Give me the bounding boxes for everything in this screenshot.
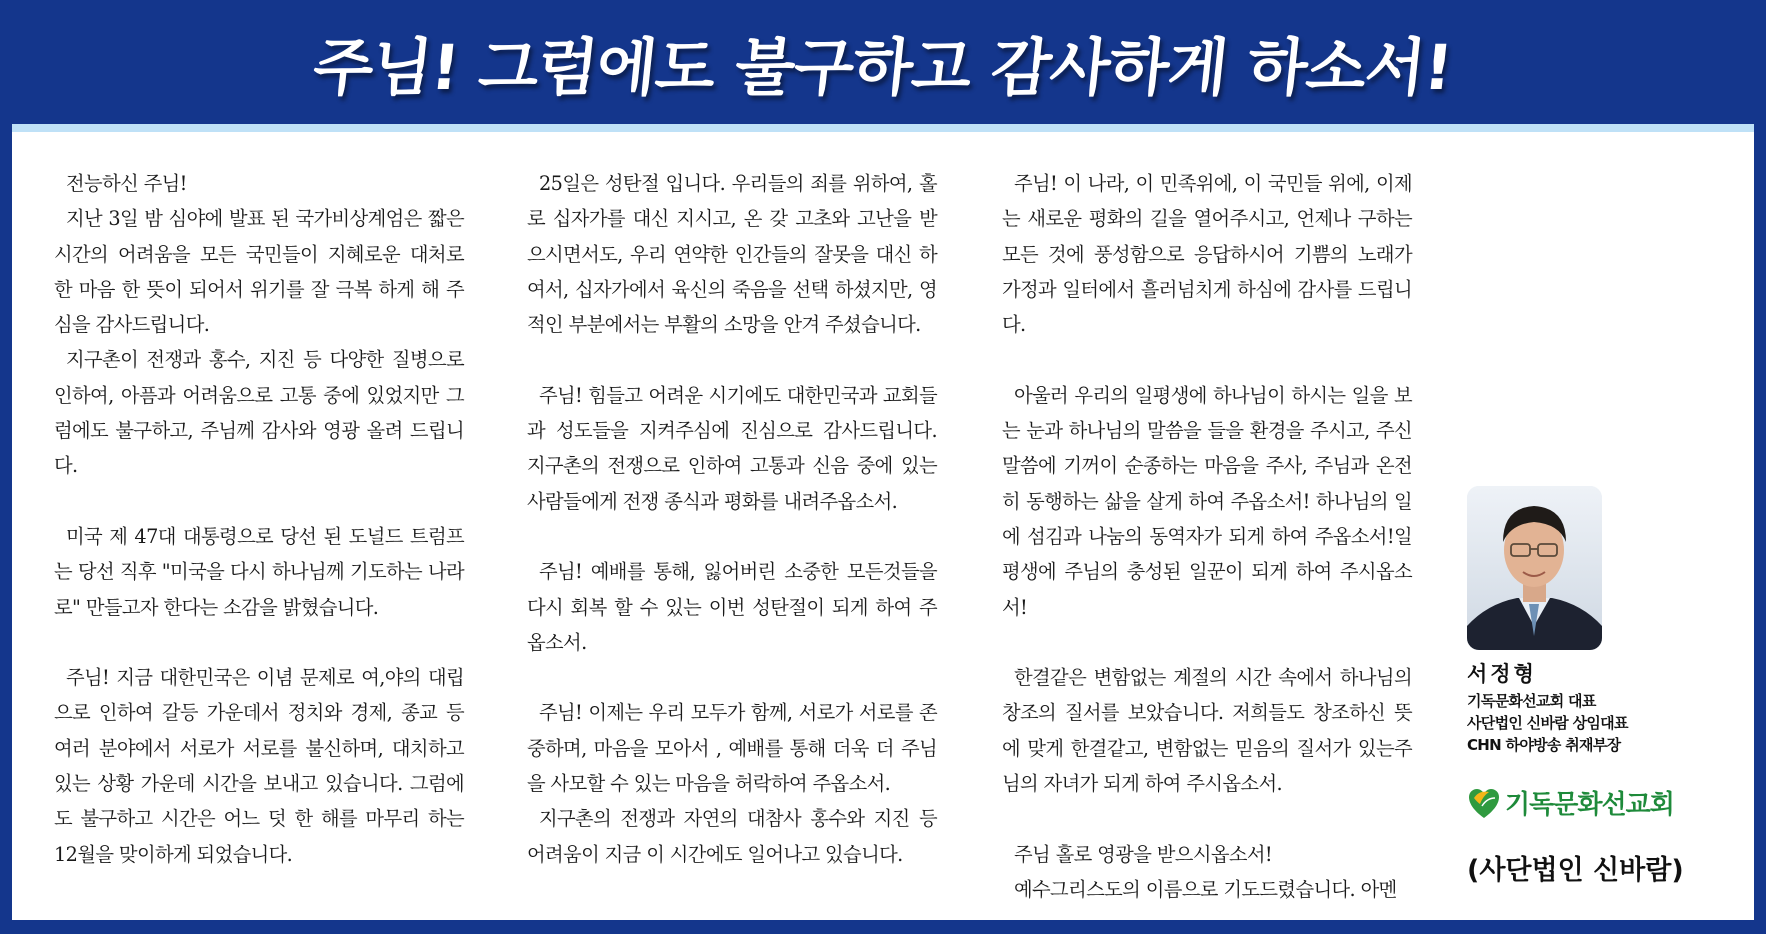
author-role-3: CHN 하야방송 취재부장 [1467,736,1621,754]
organization-name: 기독문화선교회 [1505,790,1674,820]
content-panel [12,132,1754,920]
text-column-3 [1002,166,1412,907]
author-role-1: 기독문화선교회 대표 [1467,692,1596,710]
paragraph: 지구촌이 전쟁과 홍수, 지진 등 다양한 질병으로 인하여, 아픔과 어려움으로 고통 중에 있었지만 그럼에도 불구하고, 주님께 감사와 영광 올려 드립니다. [54,348,464,478]
paragraph: 예수그리스도의 이름으로 기도드렸습니다. 아멘 [1014,877,1397,901]
organization-subtitle: (사단법인 신바람) [1467,855,1684,886]
paragraph: 미국 제 47대 대통령으로 당선 된 도널드 트럼프는 당선 직후 "미국을 다시 하나님께 기도하는 나라로" 만들고자 한다는 소감을 밝혔습니다. [54,524,464,619]
paragraph: 주님! 이제는 우리 모두가 함께, 서로가 서로를 존중하며, 마음을 모아서 , 예배를 통해 더욱 더 주님을 사모할 수 있는 마음을 허락하여 주옵소서. [527,701,937,796]
paragraph: 주님! 지금 대한민국은 이념 문제로 여,야의 대립으로 인하여 갈등 가운데서 정치와 경제, 종교 등 여러 분야에서 서로가 서로를 불신하며, 대치하고 있는 상황 가운데 시간을 보내고 있습니다. 그럼에도 불구하고 시간은 어느 덧 한 해를 마무리 하는 12월을 맞이하게 되었습니다. [54,666,464,866]
header-accent-line [12,124,1754,132]
organization-logo [1467,784,1674,821]
heart-leaf-logo-icon [1467,786,1501,820]
author-portrait-image [1467,486,1602,650]
page-title: 주님! 그럼에도 불구하고 감사하게 하소서! [309,30,1456,104]
text-column-1 [54,166,464,872]
header-banner [0,0,1766,124]
paragraph: 전능하신 주님! [66,172,187,195]
author-name: 서정형 [1467,662,1537,686]
paragraph: 지난 3일 밤 심야에 발표 된 국가비상계엄은 짧은 시간의 어려움을 모든 국민들이 지혜로운 대처로 한 마음 한 뜻이 되어서 위기를 잘 극복 하게 해 주심을 감사드립니다. [54,207,464,337]
paragraph: 아울러 우리의 일평생에 하나님이 하시는 일을 보는 눈과 하나님의 말씀을 들을 환경을 주시고, 주신 말씀에 기꺼이 순종하는 마음을 주사, 주님과 온전히 동행하는 삶을 살게 하여 주옵소서! 하나님의 일에 섬김과 나눔의 동역자가 되게 하여 주옵소서!일평생에 주님의 충성된 일꾼이 되게 하여 주시옵소서! [1002,383,1412,619]
paragraph: 주님! 이 나라, 이 민족위에, 이 국민들 위에, 이제는 새로운 평화의 길을 열어주시고, 언제나 구하는 모든 것에 풍성함으로 응답하시어 기쁨의 노래가 가정과 일터에서 흘러넘치게 하심에 감사를 드립니다. [1002,172,1412,337]
paragraph: 주님 홀로 영광을 받으시옵소서! [1014,842,1273,866]
paragraph: 25일은 성탄절 입니다. 우리들의 죄를 위하여, 홀로 십자가를 대신 지시고, 온 갖 고초와 고난을 받으시면서도, 우리 연약한 인간들의 잘못을 대신 하여서, 십자가에서 육신의 죽음을 선택 하셨지만, 영적인 부분에서는 부활의 소망을 안겨 주셨습니다. [527,172,937,337]
paragraph: 주님! 힘들고 어려운 시기에도 대한민국과 교회들과 성도들을 지켜주심에 진심으로 감사드립니다. 지구촌의 전쟁으로 인하여 고통과 신음 중에 있는 사람들에게 전쟁 종식과 평화를 내려주옵소서. [527,383,937,513]
author-role-2: 사단법인 신바람 상임대표 [1467,714,1628,732]
paragraph: 지구촌의 전쟁과 자연의 대참사 홍수와 지진 등 어려움이 지금 이 시간에도 일어나고 있습니다. [527,807,937,866]
author-photo [1467,486,1602,650]
paragraph: 한결같은 변함없는 계절의 시간 속에서 하나님의 창조의 질서를 보았습니다. 저희들도 창조하신 뜻에 맞게 한결같고, 변함없는 믿음의 질서가 있는주님의 자녀가 되게 하여 주시옵소서. [1002,666,1412,796]
text-column-2 [527,166,937,872]
paragraph: 주님! 예배를 통해, 잃어버린 소중한 모든것들을 다시 회복 할 수 있는 이번 성탄절이 되게 하여 주옵소서. [527,560,937,654]
